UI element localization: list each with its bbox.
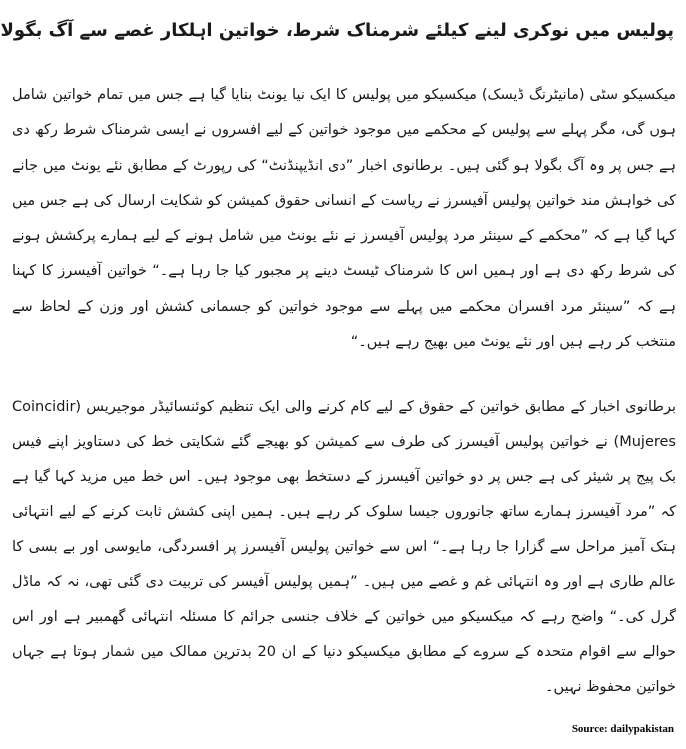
article-paragraph-1: میکسیکو سٹی (مانیٹرنگ ڈیسک) میکسیکو میں پولیس کا ایک نیا یونٹ بنایا گیا ہے جس میں تمام خواتین شامل ہوں گی، مگر پہلے سے پولیس کے محکمے میں موجود خواتین کے لیے افسروں نے ایسی شرمناک شرط رکھ دی ہے جس پر وہ آگ بگولا ہو گئی ہیں۔ برطانوی اخبار ”دی انڈیپنڈنٹ“ کی رپورٹ کے مطابق نئے یونٹ میں جانے کی خواہش مند خواتین پولیس آفیسرز نے ریاست کے انسانی حقوق کمیشن کو شکایت ارسال کی ہے جس میں کہا گیا ہے کہ ”محکمے کے سینئر مرد پولیس آفیسرز نے نئے یونٹ میں شامل ہونے کے لیے ہمارے پرکشش ہونے کی شرط رکھ دی ہے اور ہمیں اس کا شرمناک ٹیسٹ دینے پر مجبور کیا جا رہا ہے۔“ خواتین آفیسرز کا کہنا ہے کہ ”سینئر مرد افسران محکمے میں پہلے سے موجود خواتین کو جسمانی کشش اور وزن کے لحاظ سے منتخب کر رہے ہیں اور نئے یونٹ میں بھیج رہے ہیں۔“ [12, 87, 676, 351]
source-credit: Source: dailypakistan [571, 723, 674, 735]
article-paragraph-2: برطانوی اخبار کے مطابق خواتین کے حقوق کے لیے کام کرنے والی ایک تنظیم کوئنسائیڈر موجیریس (Coincidir Mujeres) نے خواتین پولیس آفیسرز کی طرف سے کمیشن کو بھیجے گئے شکایتی خط کی دستاویز اپنے فیس بک پیج پر شیئر کی ہے جس پر دو خواتین آفیسرز کے دستخط بھی موجود ہیں۔ اس خط میں مزید کہا گیا ہے کہ ”مرد آفیسرز ہمارے ساتھ جانوروں جیسا سلوک کر رہے ہیں۔ ہمیں اپنی کشش ثابت کرنے کے لیے انتہائی ہتک آمیز مراحل سے گزارا جا رہا ہے۔“ اس سے خواتین پولیس آفیسرز پر افسردگی، مایوسی اور بے بسی کا عالم طاری ہے اور وہ انتہائی غم و غصے میں ہیں۔ ”ہمیں پولیس آفیسر کی تربیت دی گئی تھی، نہ کہ ماڈل گرل کی۔“ واضح رہے کہ میکسیکو میں خواتین کے خلاف جنسی جرائم کا مسئلہ انتہائی گھمبیر ہے اور اس حوالے سے اقوام متحدہ کے سروے کے مطابق میکسیکو دنیا کے ان 20 بدترین ممالک میں شمار ہوتا ہے جہاں خواتین محفوظ نہیں۔ [12, 399, 676, 695]
article-headline: پولیس میں نوکری لینے کیلئے شرمناک شرط، خواتین اہلکار غصے سے آگ بگولا [0, 20, 674, 41]
